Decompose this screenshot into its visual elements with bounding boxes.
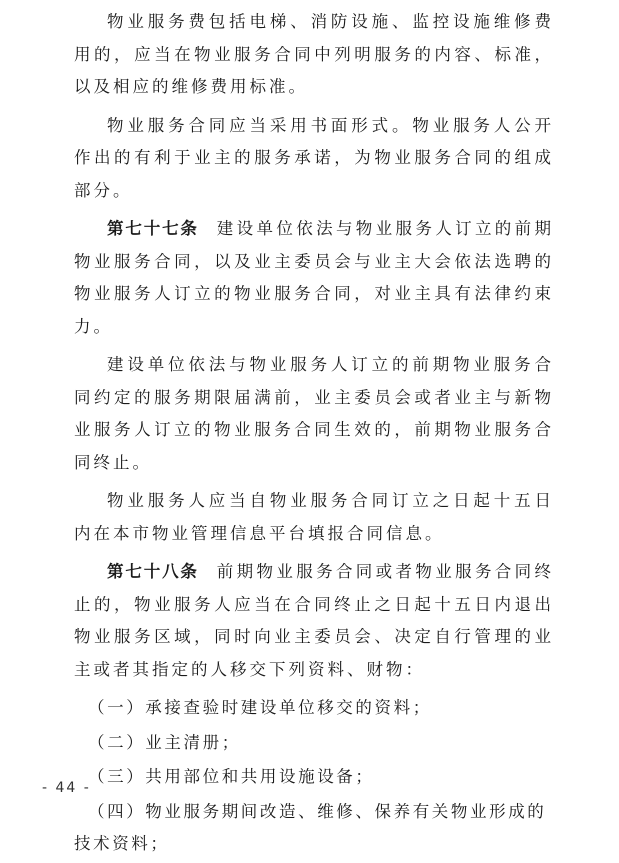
- paragraph-preliminary-contract: [74, 349, 554, 479]
- paragraph-text: 物业服务费包括电梯、消防设施、监控设施维修费用的，应当在物业服务合同中列明服务的内容、标准，以及相应的维修费用标准。: [74, 12, 554, 96]
- list-item-text: （三）共用部位和共用设施设备；: [88, 767, 375, 786]
- paragraph-service-fee: [74, 6, 554, 104]
- paragraph-text: 物业服务人应当自物业服务合同订立之日起十五日内在本市物业管理信息平台填报合同信息。: [74, 491, 554, 543]
- list-item: [74, 796, 554, 861]
- list-item-text: （二）业主清册；: [88, 732, 241, 752]
- article-78: [74, 556, 554, 686]
- paragraph-text: 建设单位依法与物业服务人订立的前期物业服务合同，以及业主委员会与业主大会依法选聘的物业服务人订立的物业服务合同，对业主具有法律约束力。: [74, 219, 555, 336]
- article-77: [74, 213, 554, 343]
- list-item-text: （一）承接查验时建设单位移交的资料；: [88, 698, 432, 717]
- paragraph-filing: [74, 485, 554, 550]
- list-item-text: （四）物业服务期间改造、维修、保养有关物业形成的技术资料；: [74, 801, 547, 853]
- page-number: - 44 -: [42, 780, 91, 796]
- paragraph-written-form: [74, 110, 554, 208]
- list-item: [74, 692, 554, 725]
- paragraph-text: 前期物业服务合同或者物业服务合同终止的，物业服务人应当在合同终止之日起十五日内退出物业服务区域，同时向业主委员会、决定自行管理的业主或者其指定的人移交下列资料、财物：: [74, 562, 555, 679]
- list-item: [74, 727, 554, 760]
- list-item: [74, 761, 554, 794]
- document-body: [74, 6, 554, 863]
- article-number: 第七十八条: [107, 562, 199, 581]
- article-number: 第七十七条: [107, 219, 199, 238]
- paragraph-text: 物业服务合同应当采用书面形式。物业服务人公开作出的有利于业主的服务承诺，为物业服务合同的组成部分。: [74, 115, 554, 200]
- paragraph-text: 建设单位依法与物业服务人订立的前期物业服务合同约定的服务期限届满前，业主委员会或者业主与新物业服务人订立的物业服务合同生效的，前期物业服务合同终止。: [74, 355, 554, 472]
